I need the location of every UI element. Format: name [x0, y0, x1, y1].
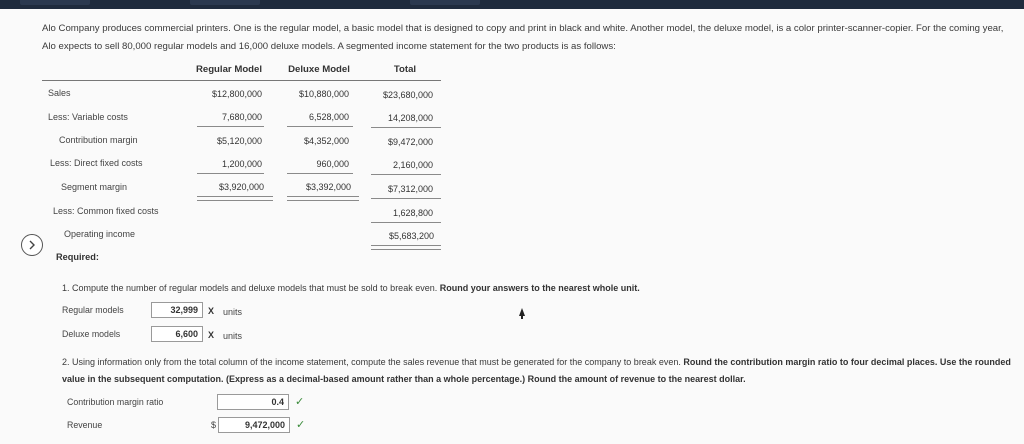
top-bar-tab	[190, 0, 260, 5]
question-1-instruction: Round your answers to the nearest whole unit.	[439, 283, 640, 293]
problem-intro: Alo Company produces commercial printers. One is the regular model, a basic model that is designed to copy and print in black and white. Another model, the deluxe model, is a color printer-scanner-copier. For the coming year, Alo expects to sell 80,000 regular models and 16,000 deluxe models. A segmented income statement for the two products is as follows:	[42, 23, 1004, 52]
row-label-segment-margin: Segment margin	[61, 182, 128, 192]
cm-ratio-input[interactable]: 0.4	[217, 394, 289, 410]
mouse-pointer-icon	[519, 308, 525, 316]
cell-dfc-deluxe: 960,000	[316, 159, 349, 169]
question-2	[62, 354, 1012, 388]
incorrect-x-icon: X	[208, 306, 215, 316]
top-browser-bar	[0, 0, 1024, 9]
expand-chevron-button[interactable]	[21, 234, 43, 256]
required-heading: Required:	[56, 252, 99, 262]
top-bar-tab	[410, 0, 480, 5]
cell-sales-deluxe: $10,880,000	[298, 89, 349, 99]
regular-models-unit: units	[223, 307, 243, 317]
underline	[371, 222, 441, 223]
question-2-text: 2. Using information only from the total column of the income statement, compute the sales revenue that must be generated for the company to break even.	[62, 357, 681, 367]
double-underline	[197, 196, 273, 201]
deluxe-models-input[interactable]: 6,600	[151, 326, 203, 342]
question-1	[62, 283, 640, 293]
question-1-text: 1. Compute the number of regular models and deluxe models that must be sold to break even.	[62, 283, 438, 293]
header-total: Total	[393, 64, 417, 75]
question-2-instruction: Round the contribution margin ratio to four decimal places. Use the rounded value in the subsequent computation. (Express as a decimal-based amount rather than a whole percentage.) Round the amount of revenue to the nearest dollar.	[62, 357, 1011, 384]
double-underline	[287, 196, 359, 201]
cell-dfc-total: 2,160,000	[392, 160, 433, 170]
chevron-right-icon	[27, 240, 37, 250]
cell-sm-deluxe: $3,392,000	[305, 182, 351, 192]
cell-variable-regular: 7,680,000	[221, 112, 262, 122]
cell-sm-regular: $3,920,000	[218, 182, 264, 192]
cell-variable-deluxe: 6,528,000	[308, 112, 349, 122]
underline	[287, 126, 353, 127]
row-label-sales: Sales	[48, 88, 71, 98]
cell-cm-deluxe: $4,352,000	[303, 136, 349, 146]
incorrect-x-icon: X	[208, 330, 215, 340]
underline	[371, 174, 441, 175]
double-underline	[371, 245, 441, 250]
underline	[197, 126, 264, 127]
underline	[197, 173, 264, 174]
correct-check-icon: ✓	[295, 396, 305, 408]
cell-cm-regular: $5,120,000	[216, 136, 262, 146]
cell-cm-total: $9,472,000	[387, 137, 433, 147]
cell-sales-regular: $12,800,000	[211, 89, 262, 99]
row-label-variable-costs: Less: Variable costs	[48, 112, 128, 122]
regular-models-input[interactable]: 32,999	[151, 302, 203, 318]
correct-check-icon: ✓	[296, 419, 306, 431]
revenue-dollar-sign: $	[211, 420, 217, 430]
top-bar-tab	[20, 0, 90, 5]
underline	[371, 127, 441, 128]
cell-dfc-regular: 1,200,000	[221, 159, 262, 169]
revenue-label: Revenue	[67, 420, 103, 430]
cell-sm-total: $7,312,000	[387, 184, 433, 194]
deluxe-models-label: Deluxe models	[62, 329, 121, 339]
row-label-operating-income: Operating income	[64, 229, 136, 239]
cell-variable-total: 14,208,000	[387, 113, 433, 123]
cell-oi-total: $5,683,200	[388, 231, 434, 241]
row-label-common-fixed-costs: Less: Common fixed costs	[53, 206, 159, 216]
header-divider	[42, 80, 441, 81]
cell-cfc-total: 1,628,800	[392, 208, 433, 218]
row-label-direct-fixed-costs: Less: Direct fixed costs	[50, 158, 143, 168]
regular-models-label: Regular models	[62, 305, 124, 315]
underline	[371, 198, 441, 199]
cell-sales-total: $23,680,000	[382, 90, 433, 100]
row-label-contribution-margin: Contribution margin	[59, 135, 138, 145]
cm-ratio-label: Contribution margin ratio	[67, 397, 164, 407]
header-regular-model: Regular Model	[195, 64, 263, 75]
revenue-input[interactable]: 9,472,000	[218, 417, 290, 433]
deluxe-models-unit: units	[223, 331, 243, 341]
underline	[287, 173, 353, 174]
header-deluxe-model: Deluxe Model	[288, 64, 350, 75]
